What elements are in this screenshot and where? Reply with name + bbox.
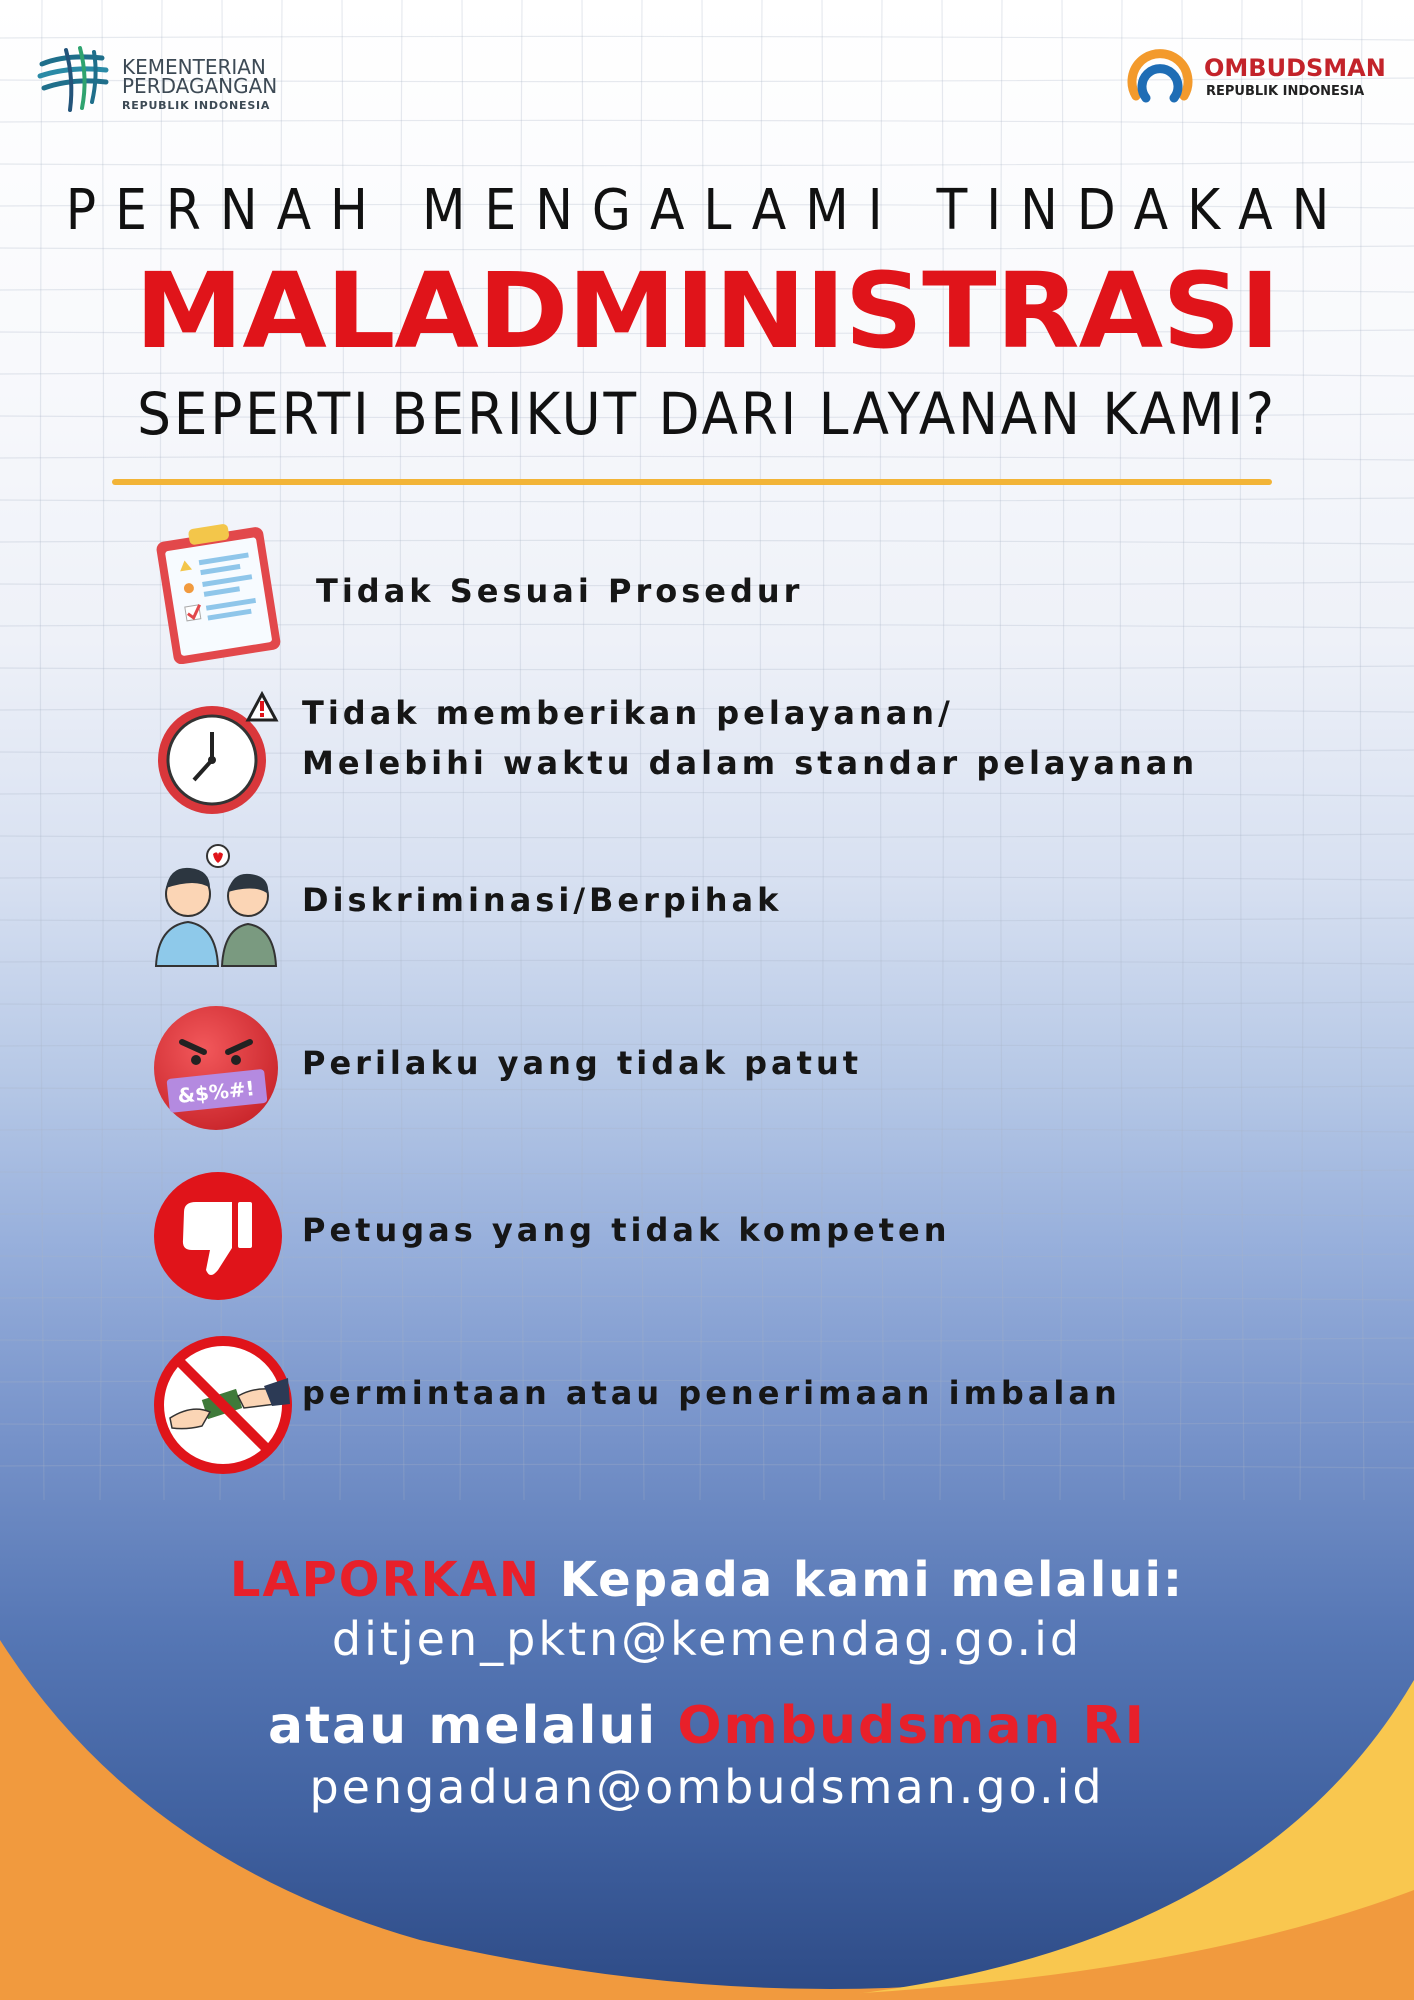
ombudsman-highlight: Ombudsman RI	[677, 1696, 1146, 1756]
kemendag-logo	[36, 44, 278, 118]
item-perilaku: Perilaku yang tidak patut	[302, 1044, 863, 1082]
kemendag-line2: PERDAGANGAN	[122, 74, 278, 98]
item-diskriminasi: Diskriminasi/Berpihak	[302, 881, 783, 919]
svg-text:&$%#!: &$%#!	[176, 1076, 256, 1108]
clipboard-icon	[150, 522, 282, 664]
headline-line1: PERNAH MENGALAMI TINDAKAN	[65, 178, 1349, 243]
angry-face-icon	[152, 1004, 280, 1132]
headline-line3: SEPERTI BERIKUT DARI LAYANAN KAMI?	[137, 380, 1277, 448]
divider	[112, 479, 1272, 485]
report-line	[0, 1552, 1414, 1608]
item-imbalan: permintaan atau penerimaan imbalan	[302, 1374, 1121, 1412]
no-bribery-icon	[152, 1334, 294, 1476]
kemendag-emblem-icon	[36, 44, 112, 114]
laporkan-highlight: LAPORKAN	[229, 1552, 542, 1608]
headline-maladministrasi: MALADMINISTRASI	[134, 250, 1280, 372]
email-kemendag[interactable]: ditjen_pktn@kemendag.go.id	[331, 1612, 1083, 1666]
report-section	[0, 1552, 1414, 1814]
clock-warning-icon	[150, 688, 286, 820]
item-tidak-sesuai-prosedur: Tidak Sesuai Prosedur	[316, 572, 804, 610]
kemendag-line3: REPUBLIK INDONESIA	[122, 99, 271, 112]
ombudsman-line2: REPUBLIK INDONESIA	[1206, 84, 1365, 99]
kemendag-line1: KEMENTERIAN	[122, 55, 266, 79]
item-petugas: Petugas yang tidak kompeten	[302, 1211, 951, 1249]
report-rest: Kepada kami melalui:	[541, 1552, 1185, 1608]
alt-prefix: atau melalui	[268, 1696, 678, 1756]
item-tidak-memberikan-pelayanan: Tidak memberikan pelayanan/	[302, 694, 954, 732]
people-favoritism-icon	[152, 842, 282, 968]
item-melebihi-waktu: Melebihi waktu dalam standar pelayanan	[302, 744, 1199, 782]
ombudsman-logo	[1124, 46, 1386, 112]
email-ombudsman[interactable]: pengaduan@ombudsman.go.id	[309, 1760, 1105, 1814]
thumbs-down-icon	[152, 1170, 284, 1302]
ombudsman-line1: OMBUDSMAN	[1204, 54, 1386, 82]
alt-line	[0, 1696, 1414, 1756]
ombudsman-emblem-icon	[1124, 46, 1196, 108]
